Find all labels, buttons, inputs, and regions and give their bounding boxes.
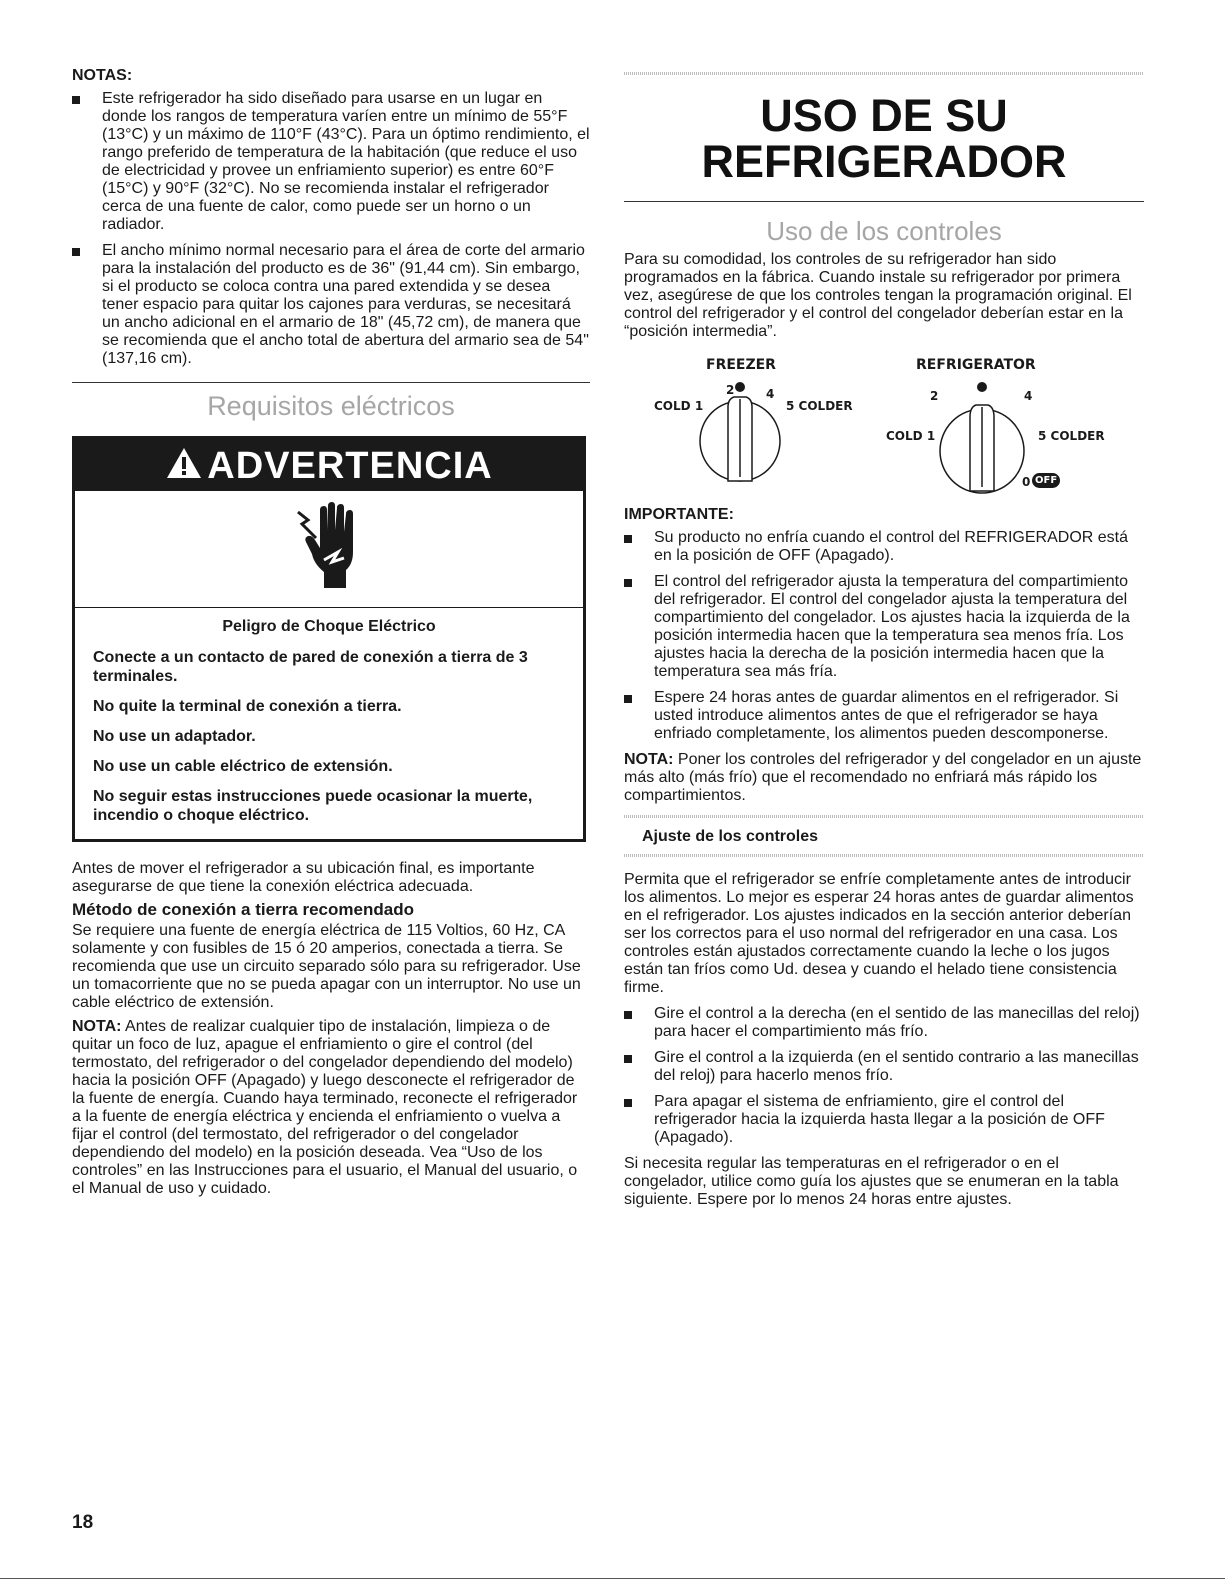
refrigerator-setting-0: 0 (1022, 475, 1031, 489)
controls-intro: Para su comodidad, los controles de su refrigerador han sido programados en la fábrica. Cuando instale su refrigerador por primera vez, asegúrese de que los controles tengan la programación original. El control del refrigerador y el control del congelador deberían estar en la “posición intermedia”. (624, 251, 1132, 340)
hazard-title: Peligro de Choque Eléctrico (222, 618, 436, 635)
before-move-text: Antes de mover el refrigerador a su ubicación final, es importante asegurarse de que tiene la conexión eléctrica adecuada. (72, 860, 535, 895)
warning-line: Conecte a un contacto de pared de conexión a tierra de 3 terminales. (93, 649, 528, 685)
controls-heading: Uso de los controles (766, 216, 1002, 246)
ajuste-heading: Ajuste de los controles (642, 828, 819, 845)
page-number: 18 (72, 1512, 94, 1533)
freezer-cold-label: COLD 1 (654, 399, 704, 413)
nota-text: Poner los controles del refrigerador y del congelador en un ajuste más alto (más frío) que el recomendado no enfriará más rápido los compartimientos. (624, 751, 1142, 804)
electric-shock-hand-icon (294, 502, 364, 597)
refrigerator-colder-label: 5 COLDER (1038, 429, 1105, 443)
refrigerator-dial-icon (928, 377, 1038, 501)
warning-header-text: ADVERTENCIA (207, 445, 493, 487)
warning-line: No seguir estas instrucciones puede ocasionar la muerte, incendio o choque eléctrico. (93, 788, 533, 824)
list-item: Su producto no enfría cuando el control del REFRIGERADOR está en la posición de OFF (Apagado). (624, 529, 1144, 565)
off-badge: OFF (1032, 473, 1060, 488)
refrigerator-setting-4: 4 (1024, 389, 1033, 403)
refrigerator-label: REFRIGERATOR (916, 357, 1036, 373)
page-title-line2: REFRIGERADOR (701, 136, 1067, 187)
freezer-setting-2: 2 (726, 383, 735, 397)
bullet-icon (624, 1055, 632, 1063)
method-heading: Método de conexión a tierra recomendado (72, 900, 414, 919)
warning-line: No quite la terminal de conexión a tierra. (93, 698, 402, 715)
list-item (72, 242, 590, 368)
warning-line: No use un adaptador. (93, 728, 256, 745)
nota-paragraph (624, 751, 1144, 805)
title-divider (624, 201, 1144, 202)
nota-text: Antes de realizar cualquier tipo de instalación, limpieza o de quitar un foco de luz, apague el enfriamiento o gire el control (del termostato, del refrigerador o del congelador dependiendo del modelo) hacia la posición OFF (Apagado) y luego desconecte el refrigerador de la fuente de energía. Cuando haya terminado, reconecte el refrigerador a la fuente de energía eléctrica y encienda el enfriamiento o vuelva a fijar el control (del termostato, del refrigerador o del congelador dependiendo del modelo) en la posición deseada. Vea “Uso de los controles” en las Instrucciones para el usuario, el Manual del usuario, o el Manual de uso y cuidado. (72, 1018, 578, 1197)
bottom-rule (0, 1578, 1225, 1579)
refrigerator-setting-2: 2 (930, 389, 939, 403)
closing-text: Si necesita regular las temperaturas en el refrigerador o en el congelador, utilice como guía los ajustes que se enumeran en la tabla siguiente. Espere por lo menos 24 horas entre ajustes. (624, 1155, 1119, 1208)
ajuste-list (624, 1005, 1144, 1147)
list-item: Gire el control a la derecha (en el sentido de las manecillas del reloj) para hacer el compartimiento más frío. (624, 1005, 1144, 1041)
note-text: El ancho mínimo normal necesario para el área de corte del armario para la instalación del producto es de 36" (91,44 cm). Sin embargo, si el producto se coloca contra una pared extendida y se desea tener espacio para quitar los cajones para verduras, se necesitará un ancho adicional en el armario de 18" (45,72 cm), de manera que se recomienda que el ancho total de abertura del armario sea de 54" (137,16 cm). (102, 242, 589, 367)
warning-box (72, 436, 586, 842)
nota-label: NOTA: (624, 751, 674, 768)
method-text: Se requiere una fuente de energía eléctrica de 115 Voltios, 60 Hz, CA solamente y con fusibles de 15 ó 20 amperios, conectada a tierra. Se recomienda que use un circuito separado sólo para su refrigerador. Use un tomacorriente que no se pueda apagar con un interruptor. No use un cable eléctrico de extensión. (72, 922, 581, 1011)
nota-label: NOTA: (72, 1018, 122, 1035)
section-divider (72, 382, 590, 383)
notes-list (72, 90, 590, 368)
note-text: Este refrigerador ha sido diseñado para usarse en un lugar en donde los rangos de temperatura varíen entre un mínimo de 55°F (13°C) y un máximo de 110°F (43°C). Para un óptimo rendimiento, el rango preferido de temperatura de la habitación (que reduce el uso de electricidad y provee un enfriamiento superior) es entre 60°F (15°C) y 90°F (32°C). No se recomienda instalar el refrigerador cerca de una fuente de calor, como puede ser un horno o un radiador. (102, 90, 590, 233)
bullet-icon (624, 695, 632, 703)
warning-line: No use un cable eléctrico de extensión. (93, 758, 393, 775)
left-column (72, 66, 590, 1198)
bullet-icon (624, 579, 632, 587)
warning-header (75, 439, 583, 491)
refrigerator-cold-label: COLD 1 (886, 429, 936, 443)
electrical-heading: Requisitos eléctricos (207, 391, 455, 421)
list-item: Gire el control a la izquierda (en el sentido contrario a las manecillas del reloj) para hacerlo menos frío. (624, 1049, 1144, 1085)
nota-paragraph (72, 1018, 590, 1198)
freezer-dial-icon (694, 377, 804, 501)
warning-icon-area (75, 491, 583, 608)
list-item (72, 90, 590, 234)
bullet-icon (624, 1099, 632, 1107)
freezer-colder-label: 5 COLDER (786, 399, 853, 413)
page-title-line1: USO DE SU (760, 90, 1008, 141)
right-column (624, 72, 1144, 1209)
freezer-setting-4: 4 (766, 387, 775, 401)
list-item: Para apagar el sistema de enfriamiento, gire el control del refrigerador hacia la izquierda hasta llegar a la posición de OFF (Apagado). (624, 1093, 1144, 1147)
importante-title: IMPORTANTE: (624, 506, 734, 523)
bullet-icon (72, 96, 80, 104)
freezer-label: FREEZER (706, 357, 776, 373)
warning-triangle-icon (165, 441, 203, 495)
importante-list (624, 529, 1144, 743)
bullet-icon (624, 1011, 632, 1019)
ajuste-intro: Permita que el refrigerador se enfríe completamente antes de introducir los alimentos. Lo mejor es esperar 24 horas antes de guardar alimentos en el refrigerador. Los ajustes indicados en la sección anterior deberían ser los correctos para el uso normal del refrigerador en una casa. Los controles están ajustados correctamente cuando la leche o los jugos están tan fríos como Ud. desea y cuando el helado tiene consistencia firme. (624, 871, 1134, 996)
controls-diagram (624, 341, 1144, 501)
list-item: El control del refrigerador ajusta la temperatura del compartimiento del refrigerador. El control del congelador ajusta la temperatura del compartimiento del congelador. Los ajustes hacia la izquierda de la posición intermedia hacen que la temperatura sea menos fría. Los ajustes hacia la derecha de la posición intermedia hacen que la temperatura sea más fría. (624, 573, 1144, 681)
bullet-icon (72, 248, 80, 256)
ajuste-bottom-rule (624, 854, 1144, 857)
warning-text (75, 608, 583, 839)
notes-title: NOTAS: (72, 67, 133, 84)
list-item: Espere 24 horas antes de guardar alimentos en el refrigerador. Si usted introduce alimentos antes de que el refrigerador se haya enfriado completamente, los alimentos pueden descomponerse. (624, 689, 1144, 743)
bullet-icon (624, 535, 632, 543)
